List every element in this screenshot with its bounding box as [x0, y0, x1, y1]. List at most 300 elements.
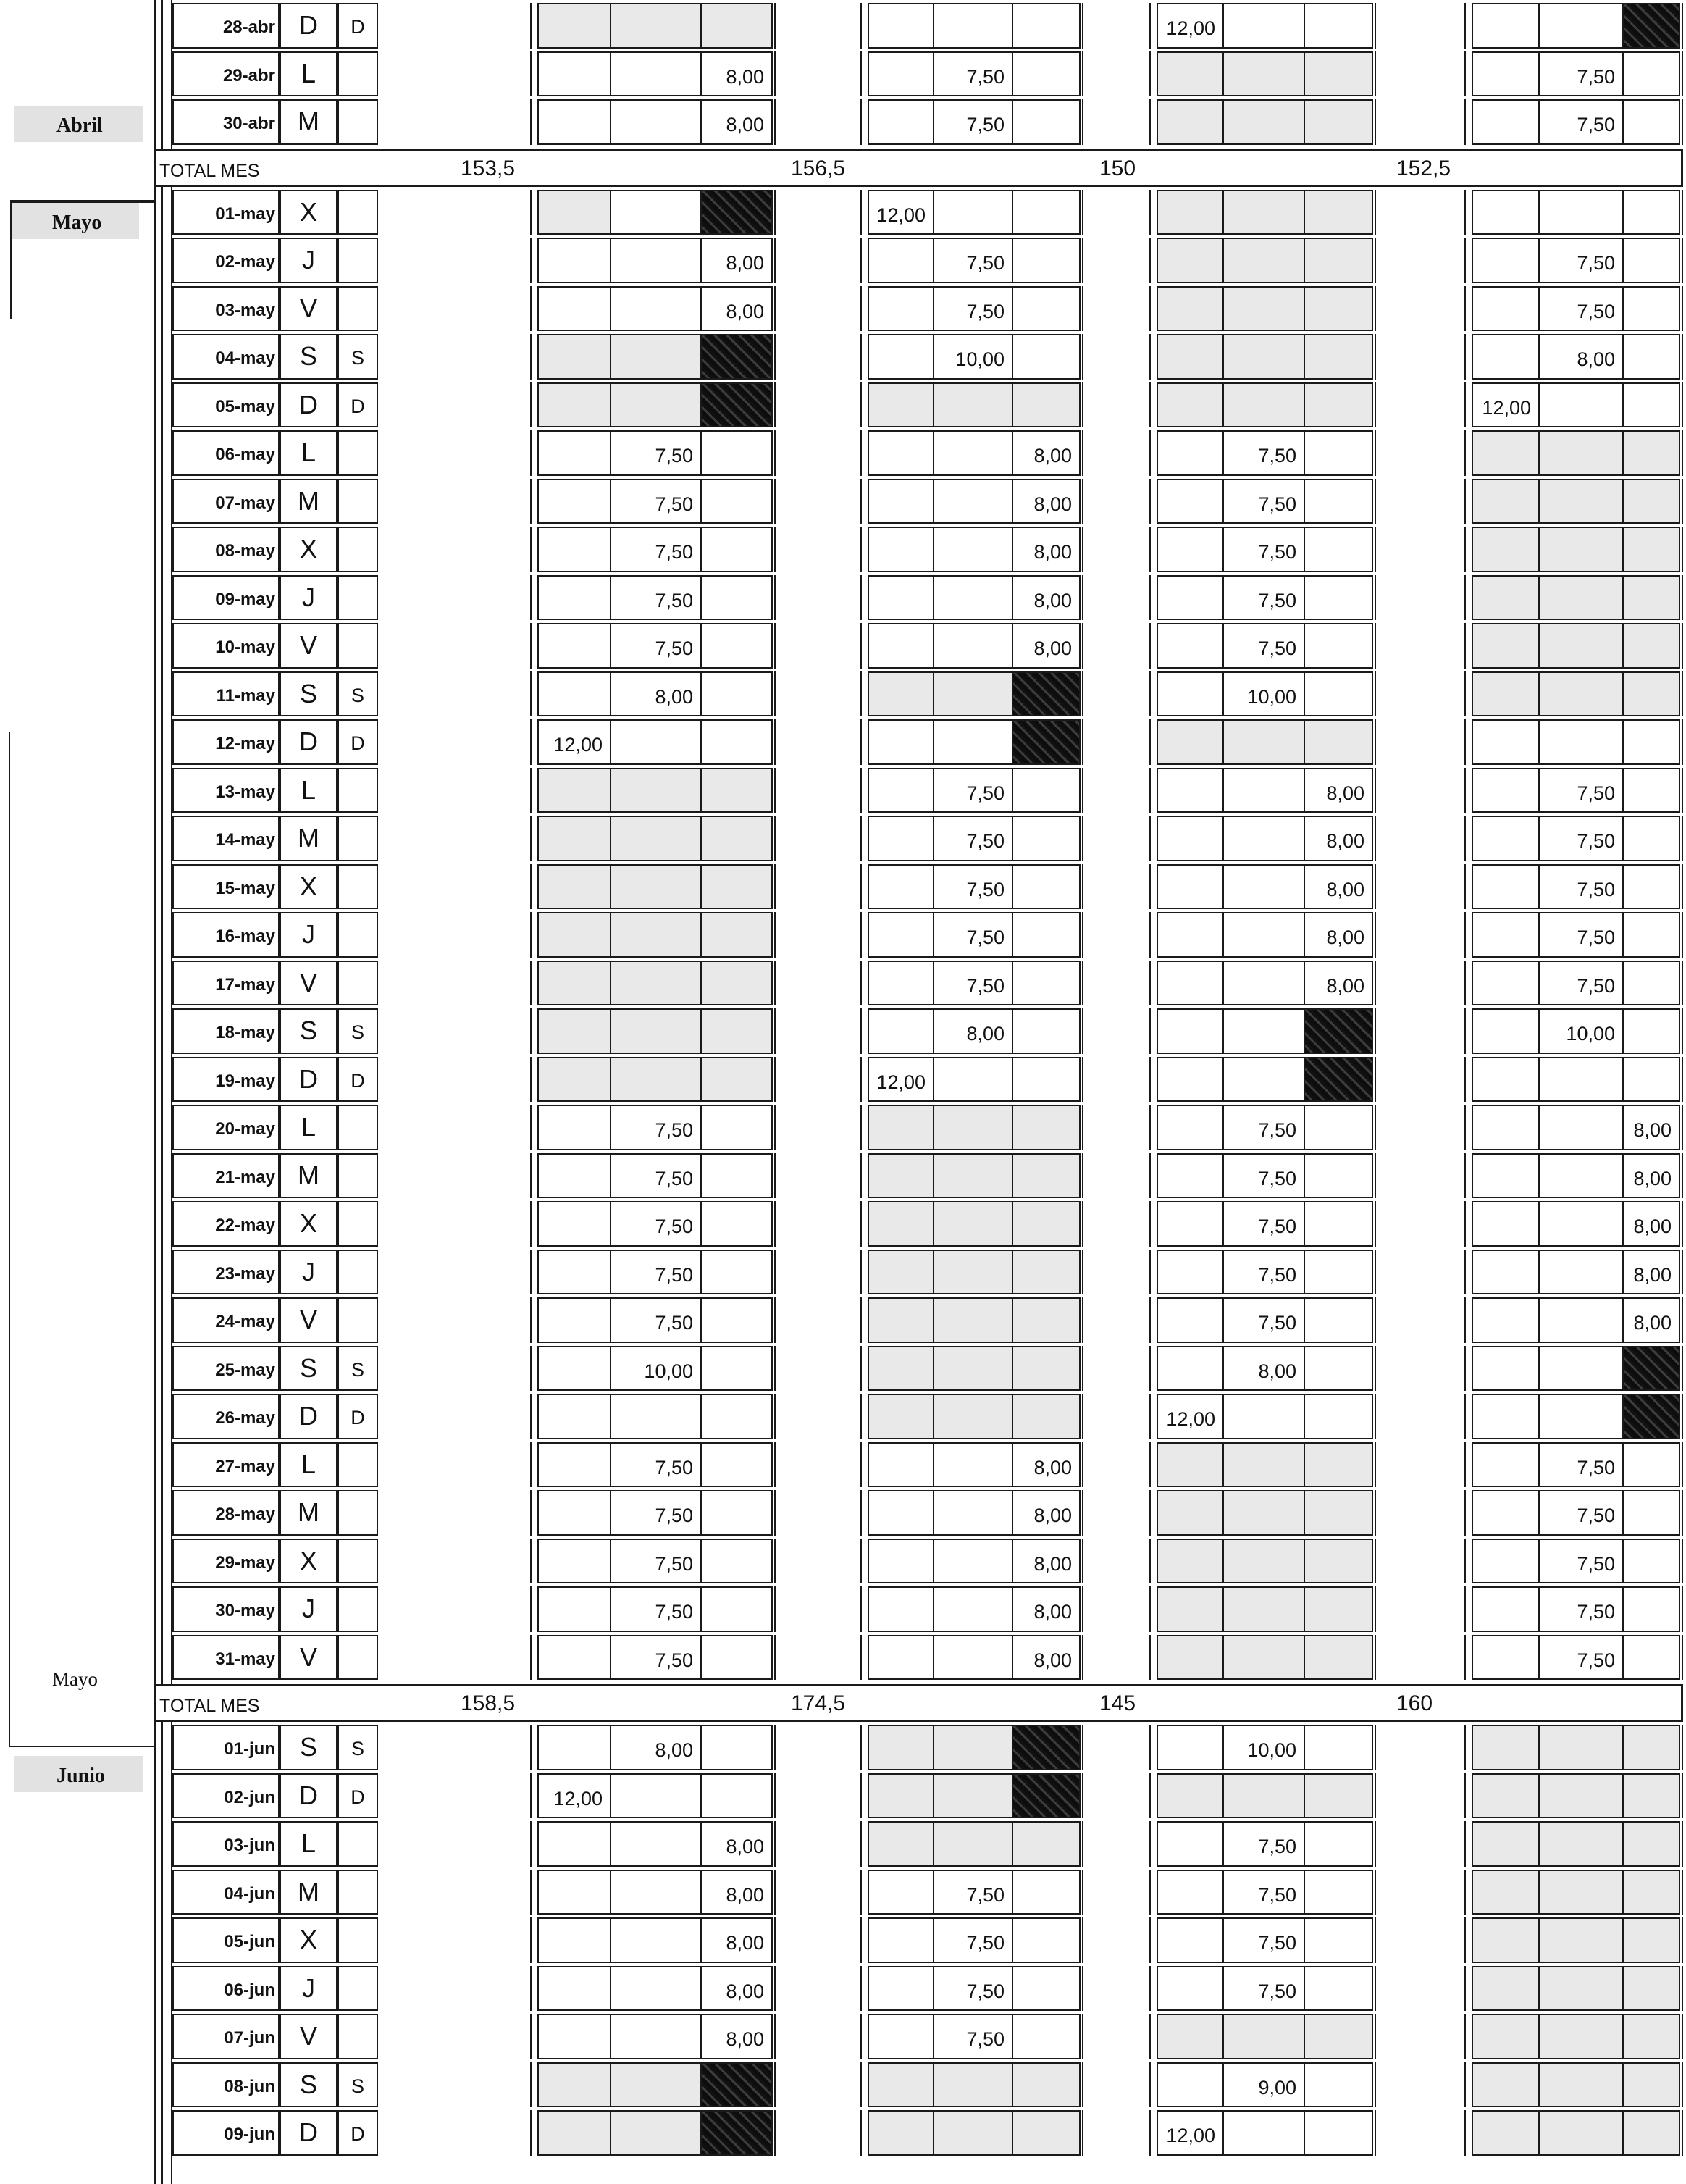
shift-cell [700, 479, 773, 524]
table-rule [1375, 1917, 1376, 1963]
shift-cell [1622, 190, 1680, 235]
shift-cell [537, 430, 611, 476]
shift-hours: 7,50 [655, 637, 693, 659]
shift-cell [537, 1008, 611, 1054]
shift-cell [1622, 382, 1680, 428]
table-rule [1149, 51, 1151, 97]
shift-cell [1622, 430, 1680, 476]
table-rule [774, 1346, 776, 1392]
shift-hours: 7,50 [1258, 1932, 1296, 1954]
shift-cell [700, 527, 773, 572]
shift-cell [1222, 1008, 1305, 1054]
weekday-letter: D [299, 10, 318, 40]
shift-cell [1472, 719, 1540, 765]
shift-cell [1538, 1201, 1624, 1247]
table-rule [1375, 816, 1376, 861]
date-label: 07-jun [224, 2028, 275, 2048]
shift-cell [1222, 768, 1305, 813]
shift-cell [933, 1250, 1013, 1295]
shift-cell [1222, 1057, 1305, 1103]
day-type-letter: S [351, 2075, 364, 2097]
shift-hours: 12,00 [876, 1071, 926, 1093]
table-rule [1464, 1008, 1466, 1054]
shift-cell [1157, 1586, 1224, 1632]
shift-cell [1472, 479, 1540, 524]
shift-cell [1622, 816, 1680, 861]
shift-cell [1622, 1490, 1680, 1536]
table-rule [1464, 961, 1466, 1006]
table-rule [530, 1870, 532, 1915]
table-rule [774, 1297, 776, 1343]
table-rule [1375, 430, 1376, 476]
table-rule [1682, 671, 1683, 717]
table-rule [774, 2014, 776, 2059]
shift-cell [1157, 238, 1224, 283]
shift-cell [1304, 286, 1373, 332]
shift-cell [610, 1870, 702, 1915]
table-rule [9, 732, 10, 1746]
weekday-letter: J [302, 1972, 315, 2003]
weekday-letter: L [301, 1112, 316, 1142]
day-type-letter: S [351, 1738, 364, 1760]
shift-hours: 8,00 [1326, 878, 1364, 900]
shift-cell [610, 961, 702, 1006]
table-rule [1149, 334, 1151, 380]
shift-cell [1304, 1250, 1373, 1295]
table-rule [1375, 1635, 1376, 1681]
table-rule [1082, 1490, 1083, 1536]
shift-cell [1472, 1394, 1540, 1439]
table-rule [1082, 2110, 1083, 2156]
table-rule [530, 334, 532, 380]
shift-cell [700, 1586, 773, 1632]
day-type-letter: D [351, 1407, 365, 1428]
shift-cell [1538, 190, 1624, 235]
shift-cell [868, 51, 934, 97]
table-rule [860, 3, 862, 49]
table-rule [530, 2062, 532, 2108]
table-rule [1082, 575, 1083, 621]
shift-cell [1304, 1297, 1373, 1343]
shift-cell [868, 1821, 934, 1867]
table-rule [860, 1917, 862, 1963]
shift-cell [1012, 1105, 1081, 1150]
shift-cell [1157, 2062, 1224, 2108]
shift-cell [1622, 1057, 1680, 1103]
table-rule [1682, 1297, 1683, 1343]
shift-cell [1304, 2014, 1373, 2059]
table-rule [530, 1008, 532, 1054]
table-rule [1464, 334, 1466, 380]
table-rule [530, 99, 532, 145]
shift-cell [933, 1346, 1013, 1392]
date-label: 28-may [215, 1505, 275, 1524]
table-rule [1375, 719, 1376, 765]
weekday-letter: V [299, 630, 317, 660]
table-rule [1082, 527, 1083, 572]
shift-cell [1472, 1105, 1540, 1150]
shift-cell [1157, 1057, 1224, 1103]
shift-cell [933, 2062, 1013, 2108]
shift-cell [1157, 1917, 1224, 1963]
shift-cell [537, 623, 611, 669]
shift-hours: 12,00 [1166, 2125, 1215, 2146]
table-rule [774, 2110, 776, 2156]
tipo-cell [337, 1250, 378, 1295]
date-label: 06-may [215, 445, 275, 464]
table-rule [860, 479, 862, 524]
table-rule [774, 1490, 776, 1536]
table-rule [1149, 479, 1151, 524]
shift-hours: 8,00 [1033, 589, 1072, 611]
shift-hours: 12,00 [553, 1787, 603, 1809]
tipo-cell [337, 1966, 378, 2012]
shift-cell [610, 99, 702, 145]
table-rule [1082, 479, 1083, 524]
shift-hours: 8,00 [1577, 348, 1615, 370]
table-rule [1464, 1394, 1466, 1439]
shift-hours: 12,00 [553, 734, 603, 756]
shift-cell [868, 575, 934, 621]
table-rule [1375, 3, 1376, 49]
table-rule [1464, 1105, 1466, 1150]
date-label: 11-may [216, 685, 275, 706]
shift-cell [537, 2014, 611, 2059]
table-rule [530, 1821, 532, 1867]
table-rule [774, 575, 776, 621]
shift-cell [1304, 1917, 1373, 1963]
shift-cell [1157, 286, 1224, 332]
shift-cell [868, 1008, 934, 1054]
tipo-cell [337, 575, 378, 621]
table-rule [860, 1490, 862, 1536]
shift-cell [868, 1917, 934, 1963]
table-rule [530, 719, 532, 765]
shift-cell [1304, 99, 1373, 145]
shift-cell [1304, 1201, 1373, 1247]
tipo-cell [337, 430, 378, 476]
table-rule [774, 1917, 776, 1963]
shift-cell [1304, 1635, 1373, 1681]
table-rule [1682, 1539, 1683, 1584]
shift-hours: 8,00 [1033, 1552, 1072, 1575]
table-rule [530, 1057, 532, 1103]
shift-hours: 7,50 [1258, 1980, 1296, 2002]
total-month-label: TOTAL MES [159, 1696, 260, 1716]
shift-cell [933, 1821, 1013, 1867]
shift-cell [537, 334, 611, 380]
table-rule [860, 1773, 862, 1819]
shift-cell [1472, 1635, 1540, 1681]
shift-hours: 7,50 [966, 65, 1005, 88]
weekday-letter: D [299, 727, 318, 756]
date-label: 30-abr [222, 114, 275, 133]
weekday-letter: L [301, 1449, 316, 1479]
table-rule [774, 430, 776, 476]
table-rule [1375, 1442, 1376, 1488]
shift-cell [1304, 382, 1373, 428]
shift-cell [1304, 238, 1373, 283]
shift-cell [1157, 382, 1224, 428]
tipo-cell [337, 2014, 378, 2059]
shift-cell [1622, 2062, 1680, 2108]
table-rule [530, 1966, 532, 2012]
shift-cell [868, 768, 934, 813]
shift-cell [1012, 1250, 1081, 1295]
table-rule [774, 864, 776, 910]
shift-hours: 12,00 [876, 204, 926, 226]
shift-hours: 7,50 [1577, 114, 1615, 135]
shift-hours: 7,50 [655, 1119, 693, 1141]
shift-hours: 8,00 [1633, 1312, 1672, 1334]
shift-cell [1304, 190, 1373, 235]
date-label: 27-may [215, 1456, 275, 1476]
table-rule [1082, 671, 1083, 717]
date-label: 21-may [215, 1167, 275, 1187]
shift-cell [610, 1917, 702, 1963]
shift-cell [1622, 1442, 1680, 1488]
table-rule [1464, 1586, 1466, 1632]
table-rule [774, 623, 776, 669]
shift-cell [610, 1057, 702, 1103]
weekday-letter: J [302, 245, 315, 275]
table-rule [774, 527, 776, 572]
date-label: 28-abr [222, 17, 275, 37]
tipo-cell [337, 623, 378, 669]
table-rule [10, 200, 155, 203]
shift-cell [1222, 1394, 1305, 1439]
table-rule [1082, 912, 1083, 958]
table-rule [860, 1008, 862, 1054]
table-rule [1682, 1346, 1683, 1392]
table-rule [1375, 99, 1376, 145]
month-label: Junio [56, 1765, 105, 1787]
table-rule [774, 961, 776, 1006]
table-rule [1149, 1870, 1151, 1915]
table-rule [1149, 382, 1151, 428]
shift-cell [1304, 1153, 1373, 1199]
table-rule [860, 575, 862, 621]
table-rule [1682, 430, 1683, 476]
shift-hours: 7,50 [655, 541, 693, 563]
shift-cell [1012, 1297, 1081, 1343]
shift-cell [1472, 768, 1540, 813]
table-rule [1149, 1635, 1151, 1681]
table-rule [1149, 816, 1151, 861]
date-label: 08-may [215, 541, 275, 561]
table-rule [860, 816, 862, 861]
shift-cell [1157, 99, 1224, 145]
tipo-cell [337, 1490, 378, 1536]
date-label: 10-may [215, 637, 275, 657]
weekday-letter: J [302, 582, 315, 612]
table-rule [530, 575, 532, 621]
shift-cell [1472, 527, 1540, 572]
shift-cell [1622, 912, 1680, 958]
table-rule [1149, 527, 1151, 572]
shift-cell [1622, 575, 1680, 621]
table-rule [1082, 99, 1083, 145]
table-rule [1682, 2062, 1683, 2108]
shift-cell [1622, 864, 1680, 910]
shift-cell [1157, 527, 1224, 572]
table-rule [1149, 1153, 1151, 1199]
table-rule [1082, 2014, 1083, 2059]
table-rule [774, 671, 776, 717]
table-rule [1375, 1773, 1376, 1819]
shift-cell [1157, 479, 1224, 524]
table-rule [1464, 1057, 1466, 1103]
shift-cell [537, 1966, 611, 2012]
total-month-value: 153,5 [461, 156, 516, 180]
shift-cell [1538, 575, 1624, 621]
shift-hours: 7,50 [966, 878, 1005, 900]
shift-hours: 7,50 [1258, 1216, 1296, 1237]
table-rule [1149, 1442, 1151, 1488]
shift-hours: 8,00 [966, 1023, 1005, 1045]
date-label: 03-jun [224, 1836, 275, 1855]
shift-cell [1538, 719, 1624, 765]
shift-cell [1157, 1442, 1224, 1488]
shift-cell [1304, 430, 1373, 476]
table-rule [1149, 1105, 1151, 1150]
table-rule [774, 719, 776, 765]
table-rule [530, 1394, 532, 1439]
shift-cell [537, 479, 611, 524]
shift-cell [700, 382, 773, 428]
date-label: 06-jun [224, 1980, 275, 2000]
shift-cell [610, 816, 702, 861]
shift-cell [933, 1725, 1013, 1770]
table-rule [530, 382, 532, 428]
table-rule [1149, 3, 1151, 49]
weekday-letter: J [302, 919, 315, 949]
shift-cell [700, 2062, 773, 2108]
shift-cell [537, 1490, 611, 1536]
shift-cell [1012, 238, 1081, 283]
shift-cell [1622, 1539, 1680, 1584]
shift-cell [1012, 382, 1081, 428]
table-rule [530, 1442, 532, 1488]
shift-hours: 8,00 [1258, 1360, 1296, 1382]
table-rule [530, 623, 532, 669]
shift-cell [933, 1586, 1013, 1632]
shift-cell [700, 1297, 773, 1343]
weekday-letter: X [299, 1545, 317, 1576]
shift-hours: 8,00 [726, 1836, 764, 1857]
shift-cell [700, 575, 773, 621]
table-rule [774, 1725, 776, 1770]
shift-cell [537, 816, 611, 861]
date-label: 19-may [215, 1071, 275, 1091]
table-rule [1375, 2062, 1376, 2108]
shift-cell [1472, 1346, 1540, 1392]
shift-cell [1157, 961, 1224, 1006]
date-label: 01-may [215, 204, 275, 224]
weekday-letter: S [299, 678, 317, 708]
shift-hours: 7,50 [1577, 1601, 1615, 1623]
tipo-cell [337, 99, 378, 145]
shift-cell [537, 1297, 611, 1343]
shift-cell [1157, 1153, 1224, 1199]
total-month-value: 152,5 [1396, 156, 1451, 180]
table-rule [1082, 1394, 1083, 1439]
table-rule [1082, 190, 1083, 235]
table-rule [774, 3, 776, 49]
weekday-letter: M [298, 106, 319, 136]
shift-cell [1472, 51, 1540, 97]
shift-cell [700, 1773, 773, 1819]
shift-cell [868, 864, 934, 910]
table-rule [774, 51, 776, 97]
shift-cell [1012, 671, 1081, 717]
shift-cell [1622, 3, 1680, 49]
table-rule [530, 1105, 532, 1150]
shift-cell [1222, 1773, 1305, 1819]
table-rule [860, 1346, 862, 1392]
shift-cell [1622, 1725, 1680, 1770]
shift-cell [1304, 51, 1373, 97]
table-rule [1682, 51, 1683, 97]
table-rule [1082, 1346, 1083, 1392]
table-rule [530, 430, 532, 476]
shift-cell [1304, 1586, 1373, 1632]
shift-cell [537, 1917, 611, 1963]
shift-cell [1622, 99, 1680, 145]
table-rule [860, 1966, 862, 2012]
table-rule [530, 961, 532, 1006]
shift-cell [1304, 1105, 1373, 1150]
table-rule [1375, 1153, 1376, 1199]
shift-cell [1622, 479, 1680, 524]
weekday-letter: S [299, 1732, 317, 1762]
table-rule [860, 1586, 862, 1632]
shift-cell [1157, 51, 1224, 97]
table-rule [1149, 190, 1151, 235]
tipo-cell [337, 912, 378, 958]
shift-cell [1622, 623, 1680, 669]
table-rule [530, 1917, 532, 1963]
table-rule [1464, 1201, 1466, 1247]
shift-cell [1222, 864, 1305, 910]
tipo-cell [337, 1201, 378, 1247]
shift-cell [537, 1394, 611, 1439]
shift-cell [610, 1773, 702, 1819]
shift-cell [868, 382, 934, 428]
shift-hours: 7,50 [655, 1312, 693, 1334]
table-rule [530, 1539, 532, 1584]
tipo-cell [337, 1539, 378, 1584]
table-rule [774, 912, 776, 958]
shift-cell [1622, 527, 1680, 572]
table-rule [1149, 961, 1151, 1006]
table-rule [1682, 1917, 1683, 1963]
shift-cell [610, 382, 702, 428]
shift-cell [1538, 3, 1624, 49]
shift-cell [1622, 334, 1680, 380]
shift-cell [1472, 1442, 1540, 1488]
shift-hours: 8,00 [1633, 1167, 1672, 1189]
shift-cell [1222, 2110, 1305, 2156]
table-rule [1375, 527, 1376, 572]
table-rule [860, 190, 862, 235]
shift-cell [537, 2062, 611, 2108]
table-rule [1149, 1008, 1151, 1054]
table-rule [1149, 719, 1151, 765]
table-rule [860, 1870, 862, 1915]
table-rule [1375, 1057, 1376, 1103]
shift-cell [700, 623, 773, 669]
